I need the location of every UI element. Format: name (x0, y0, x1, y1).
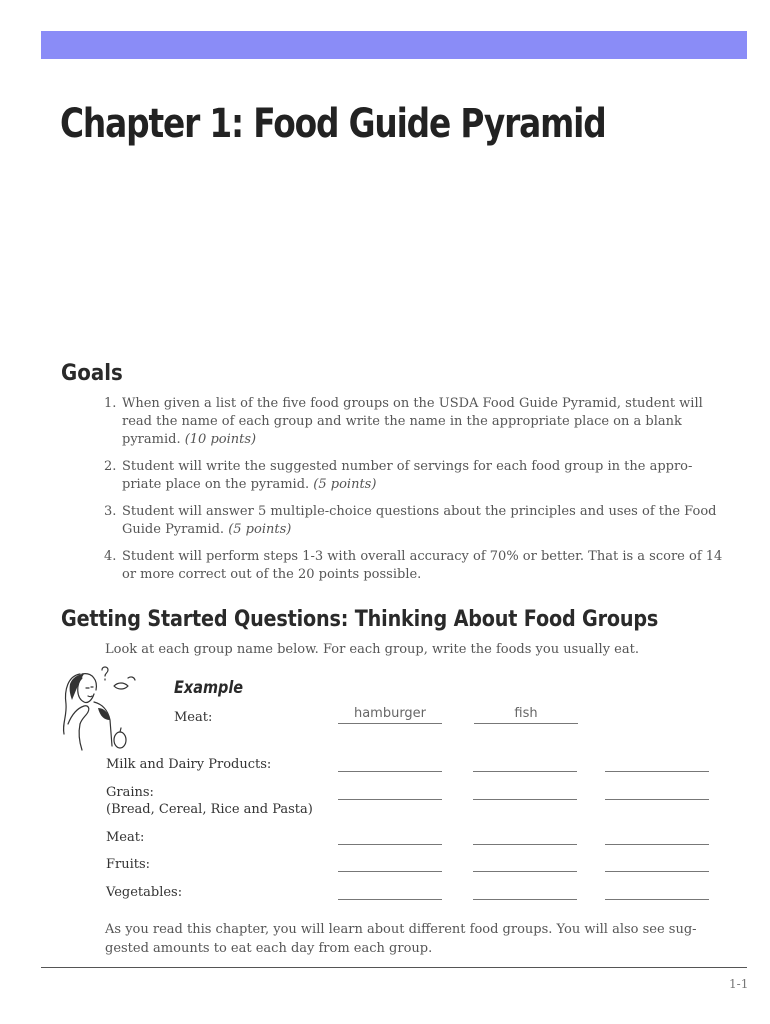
goal-item (104, 458, 724, 494)
food-group-label: Grains: (106, 785, 154, 800)
example-row (0, 708, 770, 728)
goal-item (104, 503, 724, 539)
answer-line[interactable] (605, 799, 709, 800)
food-group-row (0, 784, 770, 804)
footer-rule (41, 967, 747, 968)
goal-text: Student will perform steps 1-3 with overall accuracy of 70% or better. That is a score of 14 or more correct out of the 20 points possible. (122, 549, 723, 582)
goal-text: Student will answer 5 multiple-choice questions about the principles and uses of the Food Guide Pyramid. (122, 504, 717, 537)
answer-line[interactable] (473, 871, 577, 872)
example-row-label: Meat: (174, 710, 213, 725)
getting-started-outro: As you read this chapter, you will learn about different food groups. You will also see suggested amounts to eat each day from each group. (105, 922, 697, 956)
goals-list (104, 395, 724, 593)
example-label: Example (174, 678, 244, 698)
answer-line[interactable] (605, 899, 709, 900)
example-answer-2: fish (514, 706, 538, 721)
answer-line (474, 723, 578, 724)
page-number: 1-1 (729, 977, 749, 991)
goal-item (104, 548, 724, 584)
food-group-label: Meat: (106, 830, 145, 845)
answer-line[interactable] (338, 799, 442, 800)
food-group-sublabel: (Bread, Cereal, Rice and Pasta) (106, 802, 313, 817)
answer-line (338, 723, 442, 724)
answer-line[interactable] (473, 844, 577, 845)
answer-line[interactable] (338, 899, 442, 900)
example-answer-1: hamburger (353, 706, 427, 721)
header-accent-bar (41, 31, 747, 59)
goal-number: 3. (104, 504, 117, 519)
food-group-label: Vegetables: (106, 885, 183, 900)
food-group-row (0, 829, 770, 849)
goal-points: (5 points) (228, 522, 292, 537)
goal-points: (10 points) (184, 432, 257, 447)
goal-item (104, 395, 724, 449)
answer-line[interactable] (605, 871, 709, 872)
answer-line[interactable] (338, 844, 442, 845)
goal-number: 4. (104, 549, 117, 564)
goal-text: When given a list of the five food groups on the USDA Food Guide Pyramid, student will read the name of each group and write the name in the appropriate place on a blank pyramid. (122, 396, 703, 447)
answer-line[interactable] (473, 799, 577, 800)
chapter-title: Chapter 1: Food Guide Pyramid (60, 101, 606, 147)
food-group-row (0, 884, 770, 904)
food-group-label: Milk and Dairy Products: (106, 757, 272, 772)
food-group-label: Fruits: (106, 857, 151, 872)
answer-line[interactable] (605, 844, 709, 845)
answer-line[interactable] (473, 899, 577, 900)
getting-started-intro: Look at each group name below. For each group, write the foods you usually eat. (105, 642, 639, 657)
answer-line[interactable] (338, 871, 442, 872)
food-group-row (0, 856, 770, 876)
goal-text: Student will write the suggested number of servings for each food group in the appropriate place on the pyramid. (122, 459, 693, 492)
goals-heading: Goals (61, 361, 123, 386)
answer-line[interactable] (605, 771, 709, 772)
goal-number: 2. (104, 459, 117, 474)
getting-started-heading: Getting Started Questions: Thinking About Food Groups (61, 607, 659, 632)
answer-line[interactable] (473, 771, 577, 772)
goal-number: 1. (104, 396, 117, 411)
goal-points: (5 points) (313, 477, 377, 492)
food-group-row (0, 756, 770, 776)
answer-line[interactable] (338, 771, 442, 772)
